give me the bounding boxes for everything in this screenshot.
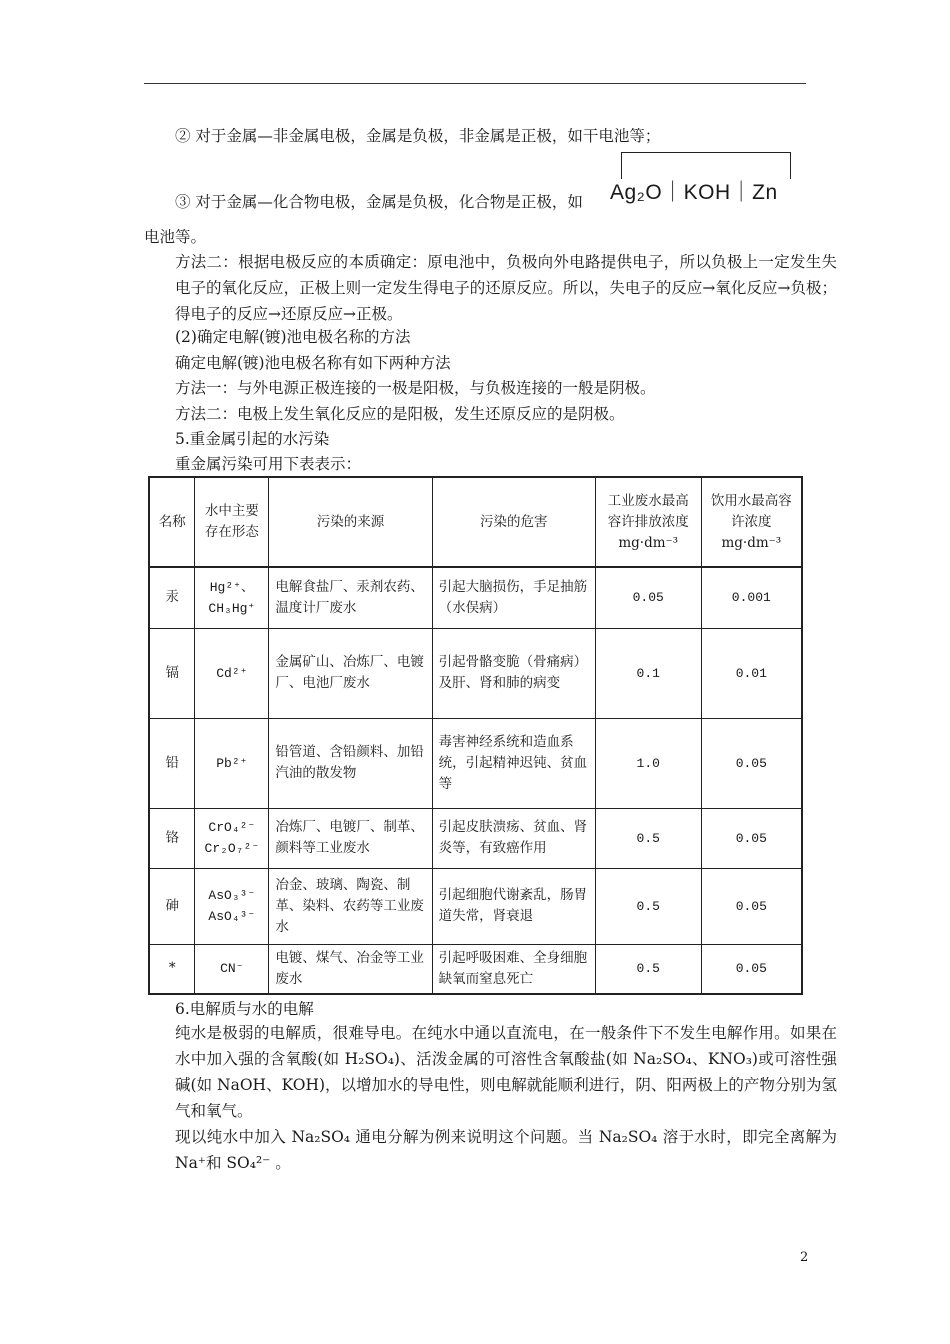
- cell-drinking: 0.05: [701, 868, 802, 944]
- header-harm: 污染的危害: [432, 477, 595, 567]
- formula-ag2o-koh-zn: Ag₂O｜KOH｜Zn: [610, 181, 778, 204]
- cell-industrial: 0.05: [595, 567, 701, 628]
- formula-bracket: [621, 152, 791, 179]
- cell-harm: 毒害神经系统和造血系统，引起精神迟钝、贫血等: [432, 718, 595, 808]
- cell-drinking: 0.05: [701, 944, 802, 994]
- para-na2so4: 现以纯水中加入 Na₂SO₄ 通电分解为例来说明这个问题。当 Na₂SO₄ 溶于水时，即完全离解为 Na⁺和 SO₄²⁻ 。: [175, 1128, 837, 1172]
- para-pure-water: 纯水是极弱的电解质，很难导电。在纯水中通以直流电，在一般条件下不发生电解作用。如果在水中加入强的含氧酸(如 H₂SO₄)、活泼金属的可溶性含氧酸盐(如 Na₂SO₄、KNO₃)或可溶性强碱(如 NaOH、KOH)，以增加水的导电性，则电解就能顺利进行，阴、阳两极上的产物分别为氢气和氧气。: [175, 1024, 837, 1120]
- table-row: [149, 868, 802, 944]
- table-row: [149, 567, 802, 628]
- cell-name: 汞: [149, 567, 195, 628]
- line-method-one: 方法一：与外电源正极连接的一极是阳极，与负极连接的一般是阴极。: [175, 379, 656, 397]
- cell-harm: 引起皮肤溃疡、贫血、肾炎等，有致癌作用: [432, 808, 595, 868]
- cell-source: 电解食盐厂、汞剂农药、温度计厂废水: [269, 567, 432, 628]
- cell-form: CrO₄²⁻ Cr₂O₇²⁻: [195, 808, 269, 868]
- table-row: [149, 628, 802, 718]
- cell-name: 铅: [149, 718, 195, 808]
- header-drinking: 饮用水最高容许浓度 mg·dm⁻³: [701, 477, 802, 567]
- line-metal-nonmetal: ② 对于金属—非金属电极，金属是负极，非金属是正极，如干电池等；: [175, 127, 661, 145]
- header-industrial: 工业废水最高容许排放浓度 mg·dm⁻³: [595, 477, 701, 567]
- header-rule: [144, 83, 806, 84]
- cell-drinking: 0.001: [701, 567, 802, 628]
- cell-form: Hg²⁺、CH₃Hg⁺: [195, 567, 269, 628]
- cell-harm: 引起细胞代谢紊乱，肠胃道失常，肾衰退: [432, 868, 595, 944]
- table-row: [149, 718, 802, 808]
- cell-form: Pb²⁺: [195, 718, 269, 808]
- page-number: 2: [800, 1250, 809, 1265]
- table-header-row: [149, 477, 802, 567]
- header-source: 污染的来源: [269, 477, 432, 567]
- heading-electrolyte: 6.电解质与水的电解: [175, 1000, 314, 1018]
- header-name: 名称: [149, 477, 195, 567]
- cell-harm: 引起骨骼变脆（骨痛病）及肝、肾和肺的病变: [432, 628, 595, 718]
- heading-heavy-metal: 5.重金属引起的水污染: [175, 430, 330, 448]
- cell-industrial: 1.0: [595, 718, 701, 808]
- cell-industrial: 0.5: [595, 868, 701, 944]
- cell-industrial: 0.5: [595, 944, 701, 994]
- cell-harm: 引起大脑损伤，手足抽筋（水俣病）: [432, 567, 595, 628]
- cell-name: 砷: [149, 868, 195, 944]
- table-row: [149, 944, 802, 994]
- line-method-two-b: 方法二：电极上发生氧化反应的是阳极，发生还原反应的是阴极。: [175, 405, 625, 423]
- cell-industrial: 0.5: [595, 808, 701, 868]
- cell-source: 冶金、玻璃、陶瓷、制革、染料、农药等工业废水: [269, 868, 432, 944]
- cell-drinking: 0.01: [701, 628, 802, 718]
- cell-drinking: 0.05: [701, 718, 802, 808]
- cell-drinking: 0.05: [701, 808, 802, 868]
- line-two-methods: 确定电解(镀)池电极名称有如下两种方法: [175, 354, 451, 372]
- cell-industrial: 0.1: [595, 628, 701, 718]
- cell-form: Cd²⁺: [195, 628, 269, 718]
- cell-name: *: [149, 944, 195, 994]
- table-row: [149, 808, 802, 868]
- cell-source: 铅管道、含铅颜料、加铅汽油的散发物: [269, 718, 432, 808]
- cell-harm: 引起呼吸困难、全身细胞缺氧而窒息死亡: [432, 944, 595, 994]
- cell-form: CN⁻: [195, 944, 269, 994]
- line-table-intro: 重金属污染可用下表表示：: [175, 455, 362, 473]
- para-method-two: 方法二：根据电极反应的本质确定：原电池中，负极向外电路提供电子，所以负极上一定发生失电子的氧化反应，正极上则一定发生得电子的还原反应。所以，失电子的反应→氧化反应→负极；得电子的反应→还原反应→正极。: [175, 253, 837, 323]
- cell-source: 电镀、煤气、冶金等工业废水: [269, 944, 432, 994]
- line-battery: 电池等。: [144, 228, 207, 246]
- cell-name: 镉: [149, 628, 195, 718]
- cell-form: AsO₃³⁻ AsO₄³⁻: [195, 868, 269, 944]
- cell-source: 金属矿山、冶炼厂、电镀厂、电池厂废水: [269, 628, 432, 718]
- cell-name: 铬: [149, 808, 195, 868]
- line-metal-compound: ③ 对于金属—化合物电极，金属是负极，化合物是正极，如: [175, 193, 583, 211]
- heavy-metal-table: [148, 476, 803, 995]
- heading-electrolysis-electrode: (2)确定电解(镀)池电极名称的方法: [175, 328, 411, 346]
- cell-source: 冶炼厂、电镀厂、制革、颜料等工业废水: [269, 808, 432, 868]
- header-form: 水中主要存在形态: [195, 477, 269, 567]
